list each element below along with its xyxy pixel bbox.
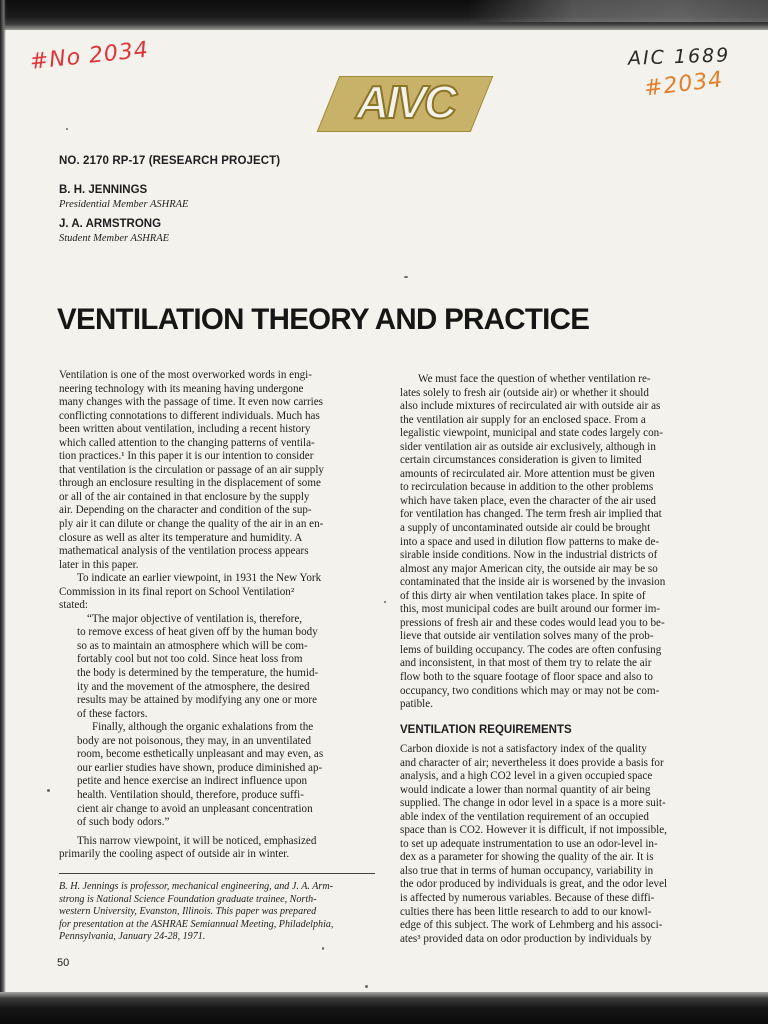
body-line: sirable inside conditions. Now in the industrial districts of <box>400 549 658 562</box>
left-text-column <box>59 369 379 862</box>
body-line: To indicate an earlier viewpoint, in 1931 the New York <box>77 572 322 585</box>
body-line: many changes with the passage of time. It even now carries <box>59 396 324 409</box>
body-line: of this dirty air when ventilation takes place. In spite of <box>400 589 646 602</box>
quote-line: of such body odors.” <box>77 816 170 829</box>
body-line: and inconsistent, in that most of them try to relate the air <box>400 657 652 670</box>
body-line: also include mixtures of recirculated air with outside air as <box>400 400 661 413</box>
body-line: legalistic viewpoint, municipal and state codes largely con- <box>400 427 663 440</box>
scan-edge-bottom <box>0 992 768 1024</box>
body-line: also true that in terms of human occupancy, variability in <box>400 864 654 877</box>
body-line: or all of the air contained in that enclosure by the supply <box>59 490 310 503</box>
author-affiliation: Student Member ASHRAE <box>59 233 170 244</box>
body-line: analysis, and a high CO2 level in a given occupied space <box>400 770 653 783</box>
body-line: into a space and used in dilution flow patterns to make de- <box>400 535 660 548</box>
body-line: able index of the ventilation requirement of an occupied <box>400 810 649 823</box>
body-line: to set up adequate instrumentation to use an odor-level in- <box>400 837 658 850</box>
body-line: edge of this subject. The work of Lehmberg and his associ- <box>400 919 663 932</box>
body-line: lems of building occupancy. The codes are often confusing <box>400 643 662 656</box>
body-line: lieve that outside air ventilation solves many of the prob- <box>400 630 654 643</box>
footnote-line: B. H. Jennings is professor, mechanical engineering, and J. A. Arm- <box>59 881 333 892</box>
body-line: supplied. The change in odor level in a space is a more suit- <box>400 797 666 810</box>
body-line: pressions of fresh air and these codes would lead you to be- <box>400 616 665 629</box>
handwritten-accession: AIC 1689 <box>627 44 731 70</box>
quote-line: our earlier studies have shown, produce diminished ap- <box>77 761 323 774</box>
body-line: a supply of uncontaminated outside air could be brought <box>400 522 651 535</box>
scan-speck <box>322 947 324 950</box>
body-line: certain circumstances consideration is given to limited <box>400 454 642 467</box>
body-line: through an enclosure resulting in the displacement of some <box>59 477 321 490</box>
quote-line: cient air change to avoid an unpleasant concentration <box>77 802 313 815</box>
body-line: Ventilation is one of the most overworked words in engi- <box>59 369 312 381</box>
body-line: later in this paper. <box>59 558 139 571</box>
body-line: that ventilation is the circulation or passage of an air supply <box>59 463 324 476</box>
page-number: 50 <box>57 957 70 969</box>
scan-speck <box>404 276 408 278</box>
body-line: lates solely to fresh air (outside air) or whether it should <box>400 386 649 399</box>
quote-line: room, become esthetically unpleasant and may even, as <box>77 748 324 761</box>
quote-line: results may be attained by modifying any one or more <box>77 694 317 707</box>
quote-line: so as to maintain an atmosphere which will be com- <box>77 639 308 652</box>
quote-line: of these factors. <box>77 707 148 720</box>
footnote-line: Pennsylvania, January 24-28, 1971. <box>59 931 206 943</box>
section-text-column <box>400 743 722 946</box>
body-line: ply air it can dilute or change the quality of the air in an en- <box>59 518 324 531</box>
quote-line: “The major objective of ventilation is, therefore, <box>87 612 303 625</box>
author-name: J. A. ARMSTRONG <box>59 218 162 230</box>
footnote-line: for presentation at the ASHRAE Semiannual Meeting, Philadelphia, <box>59 918 334 930</box>
body-line: air. Depending on the character and condition of the sup- <box>59 504 312 517</box>
body-line: amounts of recirculated air. More attention must be given <box>400 467 655 480</box>
quote-line: ity and the movement of the atmosphere, the desired <box>77 680 310 693</box>
body-line: closure as well as alter its temperature and humidity. A <box>59 531 303 544</box>
article-title: VENTILATION THEORY AND PRACTICE <box>57 303 590 336</box>
body-line: would indicate a lower than normal quantity of air being <box>400 783 651 796</box>
author-affiliation: Presidential Member ASHRAE <box>59 199 189 210</box>
paper-reference: NO. 2170 RP-17 (RESEARCH PROJECT) <box>59 155 281 167</box>
quote-line: fortably cool but not too cold. Since heat loss from <box>77 653 303 666</box>
scan-speck <box>365 985 368 988</box>
body-line: is affected by numerous variables. Because of these diffi- <box>400 892 655 905</box>
right-text-column <box>400 373 722 712</box>
body-line: ates³ provided data on odor production by individuals by <box>400 932 652 945</box>
handwritten-number-red: #No 2034 <box>28 37 150 75</box>
body-line: which called attention to the changing patterns of ventila- <box>59 436 315 449</box>
body-line: been written about ventilation, including a recent history <box>59 423 311 436</box>
scan-edge-left <box>0 0 6 1024</box>
quote-line: health. Ventilation should, therefore, produce suffi- <box>77 788 304 801</box>
body-line: primarily the cooling aspect of outside air in winter. <box>59 848 290 861</box>
body-line: the odor produced by individuals is great, and the odor level <box>400 878 668 891</box>
body-line: We must face the question of whether ventilation re- <box>418 373 651 385</box>
footnote-line: strong is National Science Foundation graduate trainee, North- <box>59 893 317 905</box>
body-line: dex as a parameter for showing the quality of the air. It is <box>400 851 654 864</box>
body-line: the ventilation air supply for an enclosed space. From a <box>400 413 646 426</box>
quote-line: the body is determined by the temperature, the humid- <box>77 667 319 680</box>
body-line: conflicting connotations to different individuals. Much has <box>59 409 320 422</box>
body-line: occupancy, two conditions which may or may not be com- <box>400 684 660 697</box>
body-line: almost any major American city, the outside air may be so <box>400 562 658 575</box>
body-line: sider ventilation air as outside air exclusively, although in <box>400 440 656 453</box>
scan-speck <box>47 789 50 792</box>
body-line: for ventilation has changed. The term fresh air implied that <box>400 508 662 521</box>
quote-line: body are not poisonous, they may, in an unventilated <box>77 734 312 747</box>
scan-speck <box>384 601 386 603</box>
body-line: Carbon dioxide is not a satisfactory index of the quality <box>400 743 647 755</box>
handwritten-number-orange: #2034 <box>642 67 725 102</box>
body-line: Commission in its final report on School Ventilation² <box>59 585 295 598</box>
quote-line: to remove excess of heat given off by the human body <box>77 626 318 639</box>
scan-edge-top <box>0 0 768 30</box>
body-line: This narrow viewpoint, it will be noticed, emphasized <box>77 834 317 847</box>
footnote-line: western University, Evanston, Illinois. This paper was prepared <box>59 906 317 918</box>
aivc-logo: AIVC <box>356 76 454 128</box>
body-line: neering technology with its meaning having undergone <box>59 382 304 395</box>
body-line: flow both to the square footage of floor space and also to <box>400 671 653 684</box>
body-line: culties there has been little research to add to our knowl- <box>400 905 652 918</box>
body-line: and character of air; nevertheless it does provide a basis for <box>400 756 664 769</box>
quote-line: petite and hence exercise an indirect influence upon <box>77 775 308 788</box>
body-line: tion practices.¹ In this paper it is our intention to consider <box>59 450 314 463</box>
body-line: stated: <box>59 599 88 612</box>
body-line: which have taken place, even the character of the air used <box>400 494 656 507</box>
body-line: to recirculation because in addition to the other problems <box>400 481 654 494</box>
body-line: this, most municipal codes are built around our former im- <box>400 603 661 616</box>
body-line: mathematical analysis of the ventilation process appears <box>59 545 309 558</box>
scan-speck <box>66 128 68 130</box>
body-line: patible. <box>400 698 433 711</box>
section-heading: VENTILATION REQUIREMENTS <box>400 724 572 736</box>
quote-line: Finally, although the organic exhalations from the <box>92 721 314 734</box>
footnote <box>59 881 389 944</box>
author-name: B. H. JENNINGS <box>59 184 148 196</box>
footnote-rule <box>59 873 375 874</box>
body-line: space than is CO2. However it is difficult, if not impossible, <box>400 824 667 837</box>
body-line: contaminated that the inside air is worsened by the invasion <box>400 576 666 589</box>
